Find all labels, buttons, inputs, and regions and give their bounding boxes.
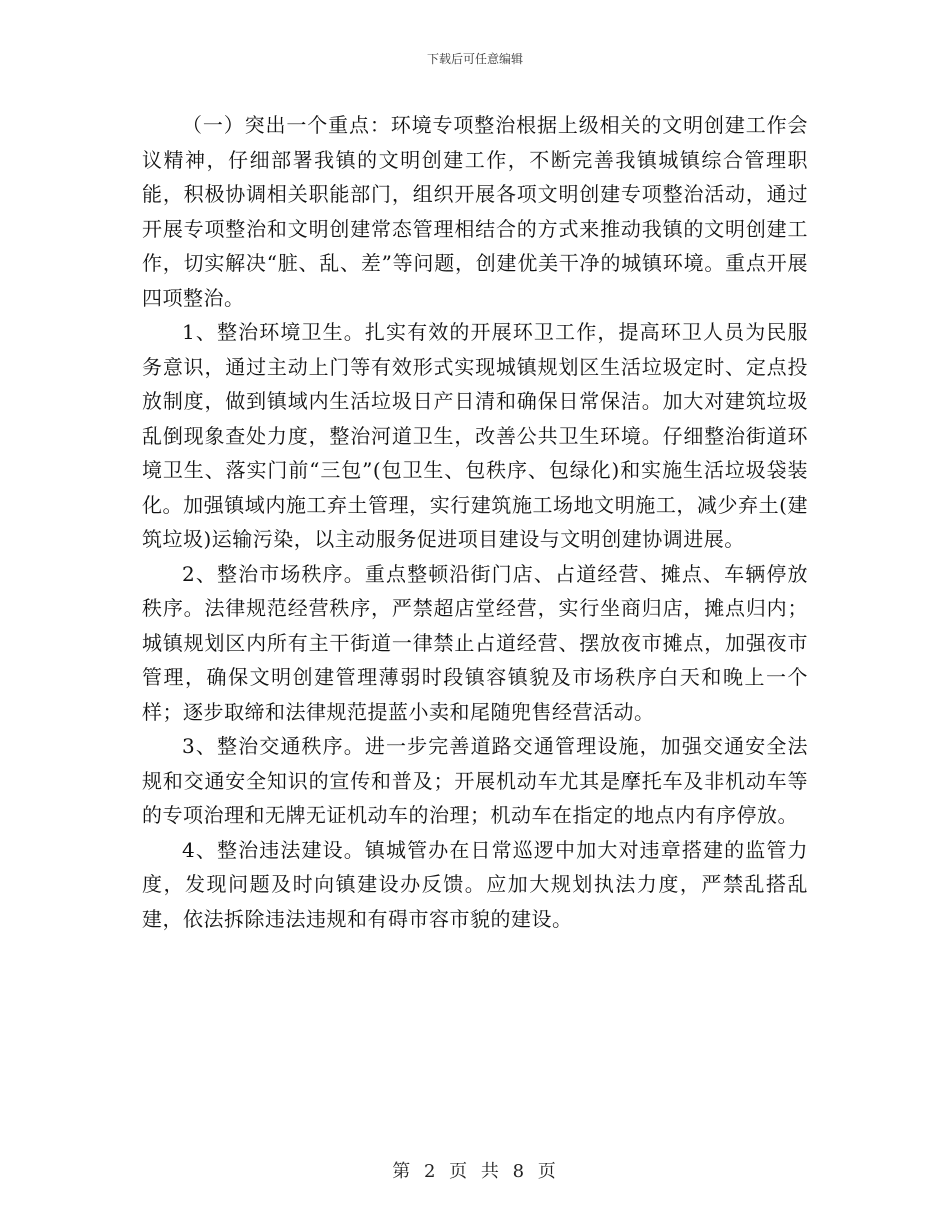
paragraph-item-4: 4、整治违法建设。镇城管办在日常巡逻中加大对违章搭建的监管力度，发现问题及时向镇建设办反馈。应加大规划执法力度，严禁乱搭乱建，依法拆除违法违规和有碍市容市貌的建设。 (142, 837, 808, 931)
page-number-footer: 第 2 页 共 8 页 (392, 1161, 558, 1182)
page-header: 下载后可任意编辑 (426, 52, 523, 66)
paragraph-item-1: 1、整治环境卫生。扎实有效的开展环卫工作，提高环卫人员为民服务意识，通过主动上门等有效形式实现城镇规划区生活垃圾定时、定点投放制度，做到镇域内生活垃圾日产日清和确保日常保洁。加大对建筑垃圾乱倒现象查处力度，整治河道卫生，改善公共卫生环境。仔细整治街道环境卫生、落实门前“三包”(包卫生、包秩序、包绿化)和实施生活垃圾袋装化。加强镇域内施工弃土管理，实行建筑施工场地文明施工，减少弃土(建筑垃圾)运输污染，以主动服务促进项目建设与文明创建协调进展。 (142, 320, 808, 551)
paragraph-intro: （一）突出一个重点：环境专项整治根据上级相关的文明创建工作会议精神，仔细部署我镇的文明创建工作，不断完善我镇城镇综合管理职能，积极协调相关职能部门，组织开展各项文明创建专项整治活动，通过开展专项整治和文明创建常态管理相结合的方式来推动我镇的文明创建工作，切实解决“脏、乱、差”等问题，创建优美干净的城镇环境。重点开展四项整治。 (142, 113, 808, 310)
paragraph-item-2: 2、整治市场秩序。重点整顿沿街门店、占道经营、摊点、车辆停放秩序。法律规范经营秩序，严禁超店堂经营，实行坐商归店，摊点归内；城镇规划区内所有主干街道一律禁止占道经营、摆放夜市摊点，加强夜市管理，确保文明创建管理薄弱时段镇容镇貌及市场秩序白天和晚上一个样；逐步取缔和法律规范提蓝小卖和尾随兜售经营活动。 (142, 561, 808, 724)
document-body (142, 108, 808, 936)
paragraph-item-3: 3、整治交通秩序。进一步完善道路交通管理设施，加强交通安全法规和交通安全知识的宣传和普及；开展机动车尤其是摩托车及非机动车等的专项治理和无牌无证机动车的治理；机动车在指定的地点内有序停放。 (142, 734, 808, 827)
